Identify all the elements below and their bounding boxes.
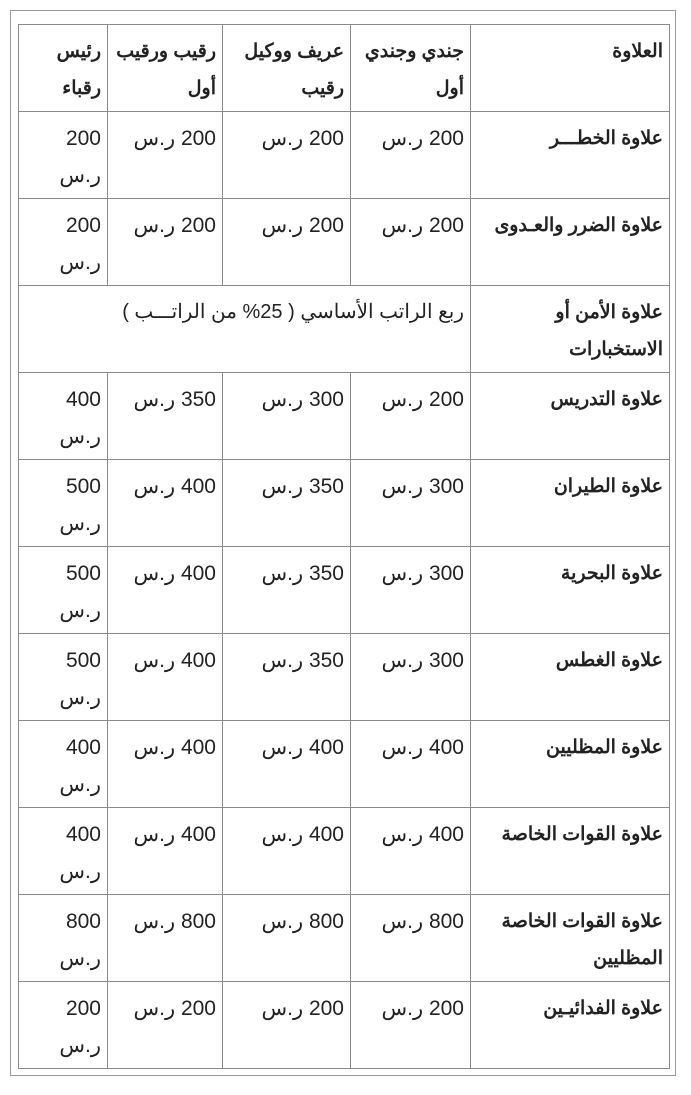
cell-value: 300 ر.س xyxy=(223,373,351,460)
header-chief-sergeant: رئيس رقباء xyxy=(19,25,108,112)
table-row xyxy=(19,199,670,286)
cell-value: 500 ر.س xyxy=(19,460,108,547)
cell-value: 400 ر.س xyxy=(108,721,223,808)
cell-value: 400 ر.س xyxy=(223,721,351,808)
cell-value: 800 ر.س xyxy=(19,895,108,982)
cell-value: 800 ر.س xyxy=(108,895,223,982)
cell-value: 500 ر.س xyxy=(19,634,108,721)
cell-value: 200 ر.س xyxy=(108,982,223,1069)
cell-value: 200 ر.س xyxy=(19,199,108,286)
row-label: علاوة المظليين xyxy=(471,721,670,808)
table-row xyxy=(19,982,670,1069)
cell-value: 350 ر.س xyxy=(108,373,223,460)
cell-value: 200 ر.س xyxy=(223,982,351,1069)
cell-value: 400 ر.س xyxy=(108,460,223,547)
table-row xyxy=(19,547,670,634)
allowances-table xyxy=(18,24,670,1069)
cell-value: 400 ر.س xyxy=(108,547,223,634)
row-label: علاوة الضرر والعـدوى xyxy=(471,199,670,286)
cell-value: 400 ر.س xyxy=(108,808,223,895)
cell-value: 400 ر.س xyxy=(19,721,108,808)
cell-value: 200 ر.س xyxy=(108,112,223,199)
table-row xyxy=(19,112,670,199)
cell-value: 350 ر.س xyxy=(223,460,351,547)
cell-value: 500 ر.س xyxy=(19,547,108,634)
table-row xyxy=(19,373,670,460)
row-label: علاوة الغطس xyxy=(471,634,670,721)
row-label: علاوة التدريس xyxy=(471,373,670,460)
cell-value: 200 ر.س xyxy=(108,199,223,286)
row-label: علاوة البحرية xyxy=(471,547,670,634)
cell-value: 200 ر.س xyxy=(351,199,471,286)
cell-value: 200 ر.س xyxy=(19,982,108,1069)
row-label: علاوة القوات الخاصة المظليين xyxy=(471,895,670,982)
cell-value: 300 ر.س xyxy=(351,634,471,721)
table-row xyxy=(19,808,670,895)
row-label: علاوة القوات الخاصة xyxy=(471,808,670,895)
cell-value: 350 ر.س xyxy=(223,547,351,634)
cell-value: 400 ر.س xyxy=(19,808,108,895)
header-sergeant: رقيب ورقيب أول xyxy=(108,25,223,112)
cell-value: 300 ر.س xyxy=(351,460,471,547)
cell-value: 400 ر.س xyxy=(108,634,223,721)
cell-value: 400 ر.س xyxy=(351,721,471,808)
header-row xyxy=(19,25,670,112)
row-label: علاوة الطيران xyxy=(471,460,670,547)
row-label: علاوة الأمن أو الاستخبارات xyxy=(471,286,670,373)
row-label: علاوة الخطـــر xyxy=(471,112,670,199)
cell-value: 200 ر.س xyxy=(351,982,471,1069)
merged-cell-value: ربع الراتب الأساسي ( 25% من الراتـــب ) xyxy=(19,286,471,373)
table-row xyxy=(19,895,670,982)
cell-value: 200 ر.س xyxy=(351,112,471,199)
cell-value: 350 ر.س xyxy=(223,634,351,721)
cell-value: 400 ر.س xyxy=(351,808,471,895)
cell-value: 300 ر.س xyxy=(351,547,471,634)
row-label: علاوة الفدائيـين xyxy=(471,982,670,1069)
cell-value: 400 ر.س xyxy=(223,808,351,895)
cell-value: 200 ر.س xyxy=(19,112,108,199)
cell-value: 200 ر.س xyxy=(223,199,351,286)
header-corporal: عريف ووكيل رقيب xyxy=(223,25,351,112)
cell-value: 800 ر.س xyxy=(351,895,471,982)
cell-value: 200 ر.س xyxy=(351,373,471,460)
header-soldier: جندي وجندي أول xyxy=(351,25,471,112)
cell-value: 400 ر.س xyxy=(19,373,108,460)
cell-value: 800 ر.س xyxy=(223,895,351,982)
header-allowance: العلاوة xyxy=(471,25,670,112)
cell-value: 200 ر.س xyxy=(223,112,351,199)
table-row xyxy=(19,634,670,721)
table-row xyxy=(19,286,670,373)
table-row xyxy=(19,460,670,547)
table-row xyxy=(19,721,670,808)
